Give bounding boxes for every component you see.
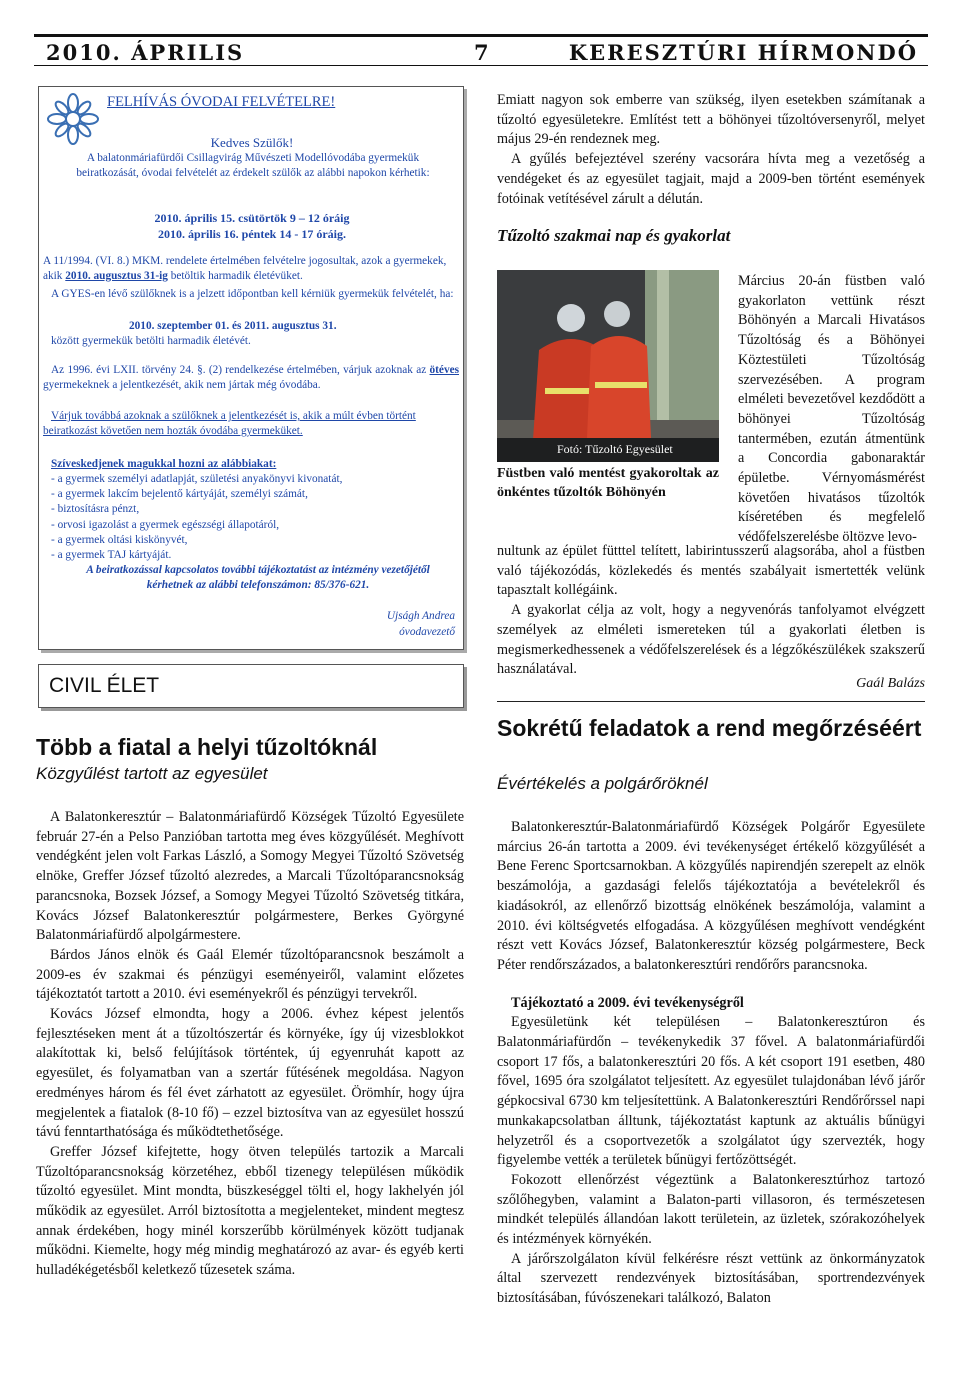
page-header <box>34 34 928 66</box>
article-3-subheading: Tájékoztató a 2009. évi tevékenységről <box>511 994 744 1011</box>
p3-age: ötéves <box>429 364 459 376</box>
newspaper-name: KERESZTÚRI HÍRMONDÓ <box>568 40 918 65</box>
notice-info: A beiratkozással kapcsolatos további tájékoztatást az intézmény vezetőjétől kérhetnek az alábbi telefonszámon: 85/376-621. <box>86 564 430 591</box>
p1-text-b: betöltik harmadik életévüket. <box>170 270 303 282</box>
list-item: - biztosításra pénzt, <box>51 503 140 516</box>
p1-deadline: 2010. augusztus 31-ig <box>65 270 168 282</box>
list-item: - a gyermek lakcím bejelentő kártyáját, személyi számát, <box>51 488 308 501</box>
p3-text-a: Az 1996. évi LXII. törvény 24. §. (2) rendelkezése értelmében, várjuk azoknak az <box>51 364 427 376</box>
article-paragraph: Emiatt nagyon sok emberre van szükség, ilyen esetekben számítanak a tűzoltó egyesületekre. Említést tett a böhönyei tűzoltóversenyről, melyet május 29-én rendeznek meg. <box>497 92 925 148</box>
firefighters-photo <box>497 270 719 462</box>
kindergarten-notice-box <box>38 86 464 650</box>
notice-title: FELHÍVÁS ÓVODAI FELVÉTELRE! <box>107 94 336 110</box>
article-2-title: Tűzoltó szakmai nap és gyakorlat <box>497 226 731 245</box>
list-item: - orvosi igazolást a gyermek egészségi állapotáról, <box>51 518 280 531</box>
article-paragraph: Fokozott ellenőrzést végeztünk a Balatonkeresztúrhoz tartozó szőlőhegyben, valamint a Balaton-parti villasoron, és természetesen mindkét település állandóan lakott területein, az üzletek, szórakozóhelyek és intézmények környékén. <box>497 1171 925 1248</box>
notice-date-1: 2010. április 15. csütörtök 9 – 12 óráig <box>154 211 350 225</box>
photo-caption: Füstben való mentést gyakoroltak az önkéntes tűzoltók Böhönyén <box>497 466 719 500</box>
article-paragraph: Bárdos János elnök és Gaál Elemér tűzoltóparancsnok beszámolt a 2009-es év szakmai és pénzügyi eseményeiről, valamint előzetes tájékoztatót tartott a 2010. évi eseményekről és pénzügyi tervekről. <box>36 946 464 1003</box>
notice-paragraph-1 <box>43 254 459 284</box>
article-paragraph: Greffer József kifejtette, hogy ötven település tartozik a Marcali Tűzoltóparancsnokság körzetéhez, ebből tizenegy településen működik tűzoltó egyesület. Mint mondta, büszkeséggel tölti el, hogy lakhelyén jól működik az egyesület. Arról biztosította a megjelenteket, mindent megtesz annak érdekében, hogy minél korszerűbb körülmények között tudjanak működni. Kiemelte, hogy még mindig meghatározó az avar- és egyéb kerti hulladékégetésből keletkező tűzesetek száma. <box>36 1143 464 1279</box>
header-date: 2010. ÁPRILIS <box>46 40 245 65</box>
article-paragraph: nultunk az épület fütttel telített, labirintusszerű alagsorába, ahol a füstben való tájékozódás, közlekedés és mentés szabályait ismertették velünk tapasztalt kollégáink. <box>497 543 925 599</box>
article-3-body <box>497 818 925 1309</box>
signature-name: Ujságh Andrea <box>386 610 455 622</box>
notice-date-range-end: között gyermekük betölti harmadik életévét. <box>51 335 251 347</box>
list-item: - a gyermek személyi adatlapját, születési anyakönyvi kivonatát, <box>51 473 343 485</box>
section-heading: CIVIL ÉLET <box>38 664 464 708</box>
required-documents-list <box>51 472 451 563</box>
list-item: - a gyermek oltási kiskönyvét, <box>51 533 188 546</box>
page-number: 7 <box>474 40 491 65</box>
notice-paragraph-2: A GYES-en lévő szülőknek is a jelzett időpontban kell kérniük gyermekük felvételét, ha: <box>51 288 454 300</box>
article-3-title: Sokrétű feladatok a rend megőrzéséért <box>497 715 922 741</box>
article-2-wrap: Március 20-án füstben való gyakorlaton vettünk részt Böhönyén a Marcali Hivatásos Tűzoltóság és a Böhönyei Köztestületi Tűzoltóság szervezésében. A program elméleti bevezetővel kezdődött a böhönyei Tűzoltóság tantermében, ezután átmentünk a Concordia gabonaraktár épületbe. Vérnyomásmérést követően hivatásos tűzoltók kíséretében és megfelelő védőfelszerelésbe öltözve levo- <box>738 273 925 546</box>
p3-text-b: gyermekeknek a jelentkezését, akik nem jártak még óvodába. <box>43 379 321 391</box>
notice-paragraph-3 <box>43 363 459 393</box>
signature-role: óvodavezető <box>399 626 455 638</box>
article-1-continued <box>497 91 925 209</box>
article-paragraph: A gyűlés befejeztével szerény vacsorára hívta meg a vezetőség a vendégeket és az egyesület tagjait, majd a 2009-ben történt események fotóinak vetítésével zárult a délután. <box>497 151 925 207</box>
notice-intro: A balatonmáriafürdői Csillagvirág Művészeti Modellóvodába gyermekük beiratkozását, óvodai felvételét az érdekelt szülők az alábbi napokon kérhetik: <box>76 152 430 179</box>
article-paragraph: A gyakorlat célja az volt, hogy a negyvenórás tanfolyamot elvégzett személyek az elméleti ismereteken túl a gyakorlati életben is megismerkedhessenek a védőfelszerelések és a légzőkészülékek szakszerű használatával. <box>497 602 925 678</box>
article-paragraph: Balatonkeresztúr-Balatonmáriafürdő Községek Polgárőr Egyesülete március 26-án tartotta a 2009. évi tevékenységet értékelő közgyűlését a Bene Ferenc Sportcsarnokban. A közgyűlés napirendjén szerepelt az elnök beszámolója, a gazdasági felelős tájékoztatója a bevételekről és kiadásokról, az ellenőrző bizottság elnökének beszámolója, valamint a 2010. évi költségvetés elfogadása. A közgyűlésen meghívott vendégként részt vett Kovács József, Balatonkeresztúr község polgármestere, Beck Péter rendőrszázados, a balatonkeresztúri rendőrőrs parancsnoka. <box>497 819 925 973</box>
list-item: - a gyermek TAJ kártyáját. <box>51 549 172 562</box>
article-1-title: Több a fiatal a helyi tűzoltóknál <box>36 734 378 760</box>
notice-greeting: Kedves Szülők! <box>210 135 294 150</box>
article-2-body <box>497 542 925 680</box>
p1-text-a: A 11/1994. (VI. 8.) MKM. rendelete értelmében felvételre jogosultak, azok a gyermekek, akik <box>43 255 447 282</box>
required-documents-title: Szíveskedjenek magukkal hozni az alábbiakat: <box>51 458 277 470</box>
notice-date-2: 2010. április 16. péntek 14 - 17 óráig. <box>158 227 346 241</box>
article-paragraph: A járőrszolgálaton kívül felkérésre részt vettünk az önkormányzatok által szervezett rendezvények biztosításában, sportrendezvények biztosításában, fúvószenekari találkozó, Balaton <box>497 1250 925 1307</box>
article-divider <box>497 701 925 702</box>
article-paragraph: Egyesületünk két településen – Balatonkeresztúron és Balatonmáriafürdőn – tevékenykedik 37 fővel. A balatonmáriafürdői csoport 17 fős, a balatonkeresztúri 20 fős. A két csoport 191 esetben, 480 fővel, 1695 óra szolgálatot teljesített. Az egyesület tulajdonában lévő járőr gépkocsival 6730 km teljesítettünk. A Balatonkeresztúri Rendőrőrssel napi munkakapcsolatban álltunk, tájékoztatást kaptunk az aktuális bűnügyi helyzetről és a csoportvezetők a szolgálatot úgy szervezték, hogy figyelembe vették a területek bűnügyi fertőzöttségét. <box>497 1014 925 1169</box>
photo-credit: Fotó: Tűzoltó Egyesület <box>557 442 673 456</box>
article-3-subtitle: Évértékelés a polgárőröknél <box>497 774 708 793</box>
notice-paragraph-4: Várjuk továbbá azoknak a szülőknek a jelentkezését is, akik a múlt évben történt beiratkozást követően nem hozták óvodába gyermeküket. <box>43 410 416 437</box>
article-1-body <box>36 808 464 1281</box>
article-paragraph: A Balatonkeresztúr – Balatonmáriafürdő Községek Tűzoltó Egyesülete február 27-én a Pelso Panzióban tartotta meg éves közgyűlését. Meghívott vendégként jelen volt Farkas László, a Somogy Megyei Tűzoltó Szövetség elnöke, Greffer József tűzoltó alezredes, a Marcali Tűzoltóparancsnokság parancsnoka, Bozsek József, a Somogy Megyei Tűzoltó Szövetség titkára, Kovács József Balatonkeresztúr polgármestere, Berkes Györgyné Balatonmáriafürdő alpolgármestere. <box>36 809 464 944</box>
notice-date-range: 2010. szeptember 01. és 2011. augusztus 31. <box>129 320 337 332</box>
article-paragraph: Kovács József elmondta, hogy a 2006. évhez képest jelentős fejlesztéseken ment át a tűzoltószertár és környéke, így új vizesblokkot alakítottak ki, belső felújítások történtek, új egyenruhát kapott az egyesület, és folyamatban van a szertár fűtésének megoldása. Nagyon eredményes három és fél évet zárhatott az egyesület. Örömhír, hogy újra megjelentek a fiatalok (8-10 fő) – ezzel biztosítva van az egyesület hosszú távú fenntarthatósága és működtethetősége. <box>36 1006 464 1141</box>
article-1-subtitle: Közgyűlést tartott az egyesület <box>36 764 268 783</box>
article-2-author: Gaál Balázs <box>856 676 925 691</box>
